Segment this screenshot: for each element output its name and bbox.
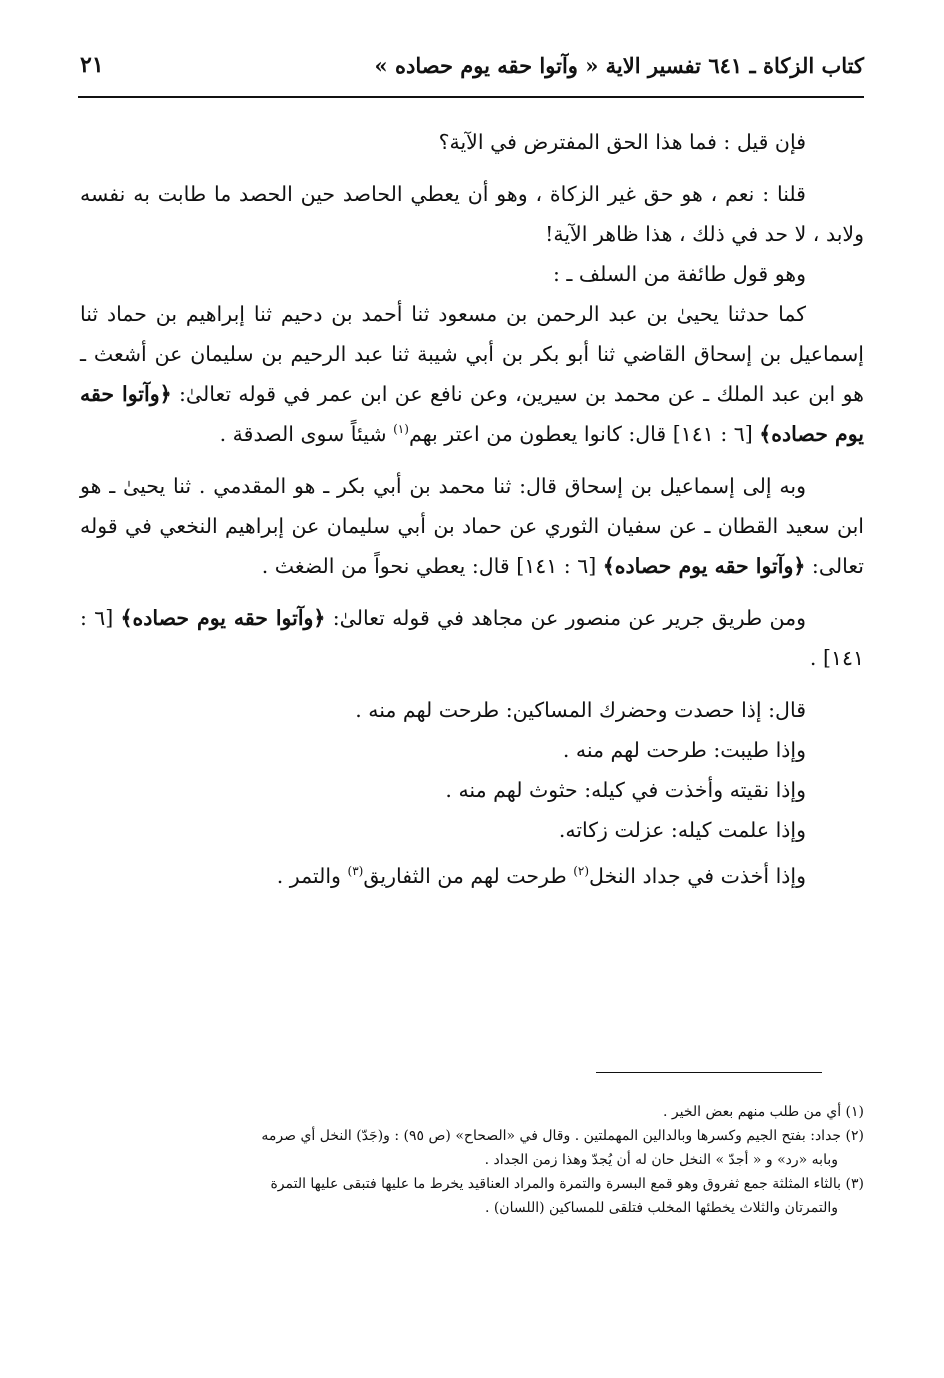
narration-chain: وبه إلى إسماعيل بن إسحاق قال: ثنا محمد بن أبي بكر ـ هو المقدمي . ثنا يحيىٰ ـ هو ابن سعيد القطان ـ عن سفيان الثوري عن حماد بن أبي سليمان عن إبراهيم النخعي في قوله تعالى: (80, 474, 864, 578)
footnote-3-continued: والتمرتان والثلاث يخطئها المخلب فتلقى للمساكين (اللسان) . (484, 1200, 838, 1216)
quote-line: وإذا علمت كيله: عزلت زكاته. (558, 818, 806, 842)
quote-line: وإذا نقيته وأخذت في كيله: حثوث لهم منه . (445, 778, 806, 802)
running-title: كتاب الزكاة ـ ٦٤١ تفسير الاية « وآتوا حقه يوم حصاده » (374, 52, 864, 78)
quran-quote: ﴿وآتوا حقه يوم حصاده﴾ (602, 554, 806, 578)
footnote-1: (١) أي من طلب منهم بعض الخير . (662, 1104, 864, 1120)
narration-text: شيئاً سوى الصدقة . (219, 422, 387, 446)
footnote-3: (٣) بالثاء المثلثة جمع ثفروق وهو قمع البسرة والتمرة والمراد العناقيد يخرط ما عليها فتبقى عليها التمرة (270, 1176, 864, 1192)
page-header (80, 40, 864, 90)
footnote-marker-3: (٣) (347, 864, 364, 879)
paragraph-salaf: وهو قول طائفة من السلف ـ : (552, 262, 806, 286)
narration-chain: ومن طريق جرير عن منصور عن مجاهد في قوله تعالىٰ: (332, 606, 806, 630)
paragraph-ibn-umar-narration (80, 294, 864, 454)
footnote-marker-2: (٢) (573, 864, 590, 879)
footnote-marker-1: (١) (393, 422, 409, 437)
narration-chain: كما حدثنا يحيىٰ بن عبد الرحمن بن مسعود ثنا أحمد بن دحيم ثنا إبراهيم بن حماد ثنا إسماعيل بن إسحاق القاضي ثنا أبو بكر بن أبي شيبة ثنا عبد الرحيم بن سليمان عن أشعث ـ هو ابن عبد الملك ـ عن محمد بن سيرين، وعن نافع عن ابن عمر في قوله تعالىٰ: (80, 302, 864, 406)
quote-line: وإذا طيبت: طرحت لهم منه . (562, 738, 806, 762)
narration-text: [٦ : ١٤١] قال: يعطي نحواً من الضغث . (261, 554, 597, 578)
page-number: ٢١ (80, 52, 104, 78)
header-divider (78, 96, 864, 98)
paragraph-mujahid-narration (80, 598, 864, 678)
footnotes (80, 1100, 864, 1220)
verse-reference: [٦ : ١٤١] قال: كانوا يعطون من اعتر بهم (408, 422, 753, 446)
quote-text: والتمر . (276, 864, 341, 888)
quote-text: وإذا أخذت في جداد النخل (589, 864, 806, 888)
mujahid-quote-block (80, 690, 806, 896)
quote-text: طرحت لهم من الثفاريق (363, 864, 567, 888)
paragraph-question: فإن قيل : فما هذا الحق المفترض في الآية؟ (438, 130, 806, 154)
quran-quote: ﴿وآتوا حقه يوم حصاده﴾ (80, 382, 864, 446)
footnote-2: (٢) جداد: بفتح الجيم وكسرها وبالدالين المهملتين . وقال في «الصحاح» (ص ٩٥) : و(جَدّ) النخل أي صرمه (261, 1128, 864, 1144)
quote-line: قال: إذا حصدت وحضرك المساكين: طرحت لهم منه . (355, 698, 806, 722)
footnote-divider (596, 1072, 822, 1073)
verse-reference: [٦ : ١٤١] . (80, 606, 864, 670)
quote-line (80, 856, 806, 896)
main-text (80, 122, 864, 896)
footnote-2-continued: وبابه «رد» و « أجدّ » النخل حان له أن يُجدّ وهذا زمن الجداد . (484, 1152, 838, 1168)
paragraph-answer: قلنا : نعم ، هو حق غير الزكاة ، وهو أن يعطي الحاصد حين الحصد ما طابت به نفسه ولابد ، لا حد في ذلك ، هذا ظاهر الآية! (80, 182, 864, 246)
paragraph-nakhai-narration (80, 466, 864, 586)
quran-quote: ﴿وآتوا حقه يوم حصاده﴾ (120, 606, 326, 630)
